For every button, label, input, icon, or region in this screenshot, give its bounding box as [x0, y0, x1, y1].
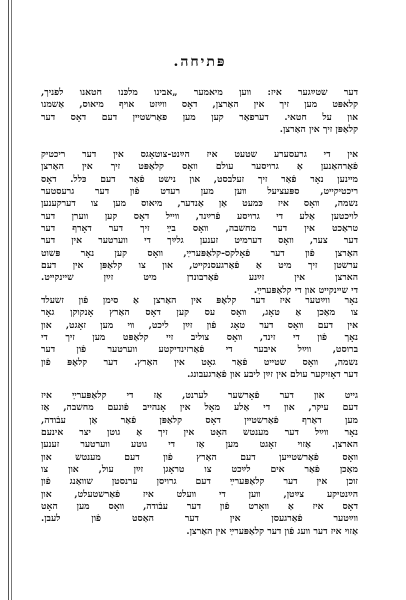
text-line: נשמה, װאָס שטײט פֿאַר גאָט אין האַרץ. דער קלאָפּ פֿון: [41, 356, 358, 368]
text-line: דעם עיקר, און די אַלע מאָל אין אָנהײב פֿונעם מחשבה, אַז: [41, 402, 358, 414]
text-line: נשמה, װאָס איז כּמעט אַן אַנדער, מיאוס מען צו דערקענען: [41, 198, 358, 210]
text-line: און על חטאי. דערפאַר קען מען פאַרשטײן דעם דאָס דער: [41, 111, 358, 123]
text-line: גײט און דער פֿאָרשער לערנט, אַז די קלאַפּערײַ איז: [41, 390, 358, 401]
text-line: מאַכן פֿאַר אים לײַכט צו טראָגן זײַן עול, און צו: [41, 464, 358, 476]
text-line: קלאַפּן זיך אין האַרצן.: [279, 124, 358, 136]
text-line: ריכטיקײט, ספּעציעל װען מען רעדט פֿון דער גרעסטער: [41, 186, 358, 198]
text-line: ערשטן זיך מיט אַ פֿאַרגעסנקײט, און צו קלאַפּן אין דעם: [41, 260, 358, 272]
text-line: אַזוי איז דער װעג פֿון דער קלאַפּערײַ אין האַרצן.: [186, 525, 358, 537]
text-line: נאָר ווײַל דער מענטש האָט אין זיך אַ גוטן יצר אינעם: [41, 427, 358, 439]
text-line: װאָס פֿאַרשטײען דעם האַרץ פֿון דעם מענטש און: [41, 451, 358, 463]
text-line: דער דאָזיקער עולם אין זײַן ליבע און פֿאַרגעבונג.: [187, 369, 358, 381]
text-line: זוכן אין דער קלאַפּערײַ דעם גרויסן ערנסטן שוואַנג פֿון: [41, 476, 358, 488]
text-line: פֿאַרהאַנען אַ גרויסער עולם װאָס קלאַפּט זיך אין האַרצן: [41, 161, 358, 173]
text-line: מען דאַרף פֿאַרשטײן דאָס קלאַפּן פֿאַר אַן עבֿודה,: [41, 414, 358, 426]
text-line: טראַכט אין דער מחשבה, װאָס בײַ זיך דער דאָרף דער: [41, 223, 358, 235]
text-line: אין די גרעסערע שטעט איז הײַנט-צוטאָגס אין דער ריכטיק: [41, 149, 358, 160]
text-line: אין דעם וואָס דער טאָג פֿון זײַן ליכט, װי מען זאָגט, און: [41, 319, 358, 331]
text-line: צו מאַכן אַ טאָג, װאָס עס קען דאָס האַרץ אָנקוקן גאָר: [41, 307, 358, 319]
paragraph-4: [41, 390, 358, 538]
text-line: דער שטײַגער איז: װען מיאמער „אבינו מלכּנו חטאנו לפניך,: [41, 87, 358, 98]
text-line: הארצן. אַזוי זאָגט מען אַז די גוטע ווערטער זענען: [41, 439, 358, 451]
text-line: מײנען נאָר פֿאַר זיך זעלבסט, און נישט פֿאַר דעם כּלל. דאָס: [41, 173, 358, 185]
text-line: הײַנטיקע צײַטן, װען די װעלט איז פֿאַרשטעלט, און: [41, 488, 358, 500]
paragraph-1: [41, 87, 358, 136]
text-line: האַרצן פֿון דער פֿאָלקס-קלאַפּערײַ, װאָס קען נאָר פּשוט: [41, 247, 358, 259]
text-line: די שײנקײט און די קלאַפּערײַ.: [253, 284, 358, 296]
text-line: הארצן אין זײַנע פֿאַרבונדן מיט זײַן שײנקײט.: [41, 272, 358, 284]
text-line: נאָך פֿון די זינד, װאָס צוליב זײ קלאַפּט מען זיך די: [41, 332, 358, 344]
paragraph-3: [41, 295, 358, 381]
text-line: לויכטען אַלע די גרויסע פֿרײַנד, װײל דאָס קען ווערן דער: [41, 210, 358, 222]
page-title: פּתיחה.: [173, 54, 227, 70]
text-line: קלאפּט מען זיך אין האַרצן, דאָס װײַזט אױף מיאוס, אַשמנו: [41, 99, 358, 111]
paragraph-2: [41, 149, 358, 297]
text-line: דאָס איז אַ װאָרט פֿון דער עבֿודה, װאָס מען האָט: [41, 501, 358, 513]
text-line: װײַטער פֿאַרגעסן אין דער האַסט פֿון לעבן.: [41, 513, 358, 525]
text-line: נאָר ווײַטער איז דער קלאָפּ אין האַרצן אַ סימן פֿון זשעלד: [41, 295, 358, 306]
scan-edge-line: [8, 0, 12, 600]
text-line: דער צער, װאָס דערמיט זענען גלײַך די ווערטער אין דער: [41, 235, 358, 247]
text-line: ברוסט, ווײַל איבער די פֿאַרזינדיקטע ווערטער פֿון דער: [41, 344, 358, 356]
